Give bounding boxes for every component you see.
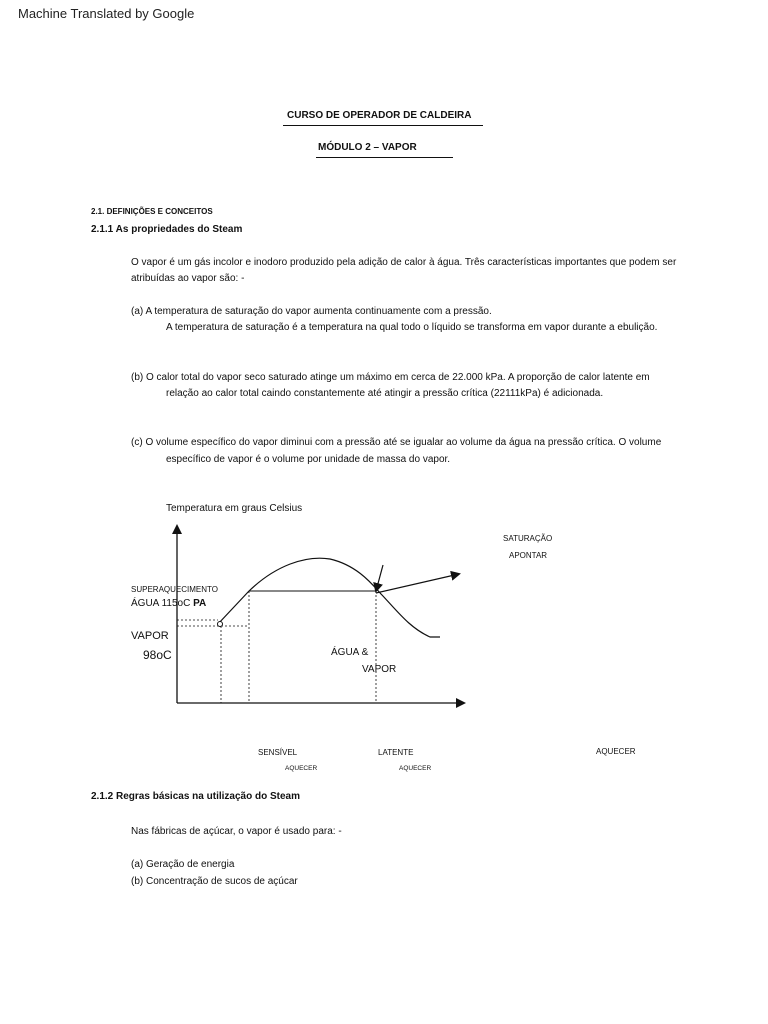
heat-label: AQUECER xyxy=(596,747,636,756)
use-item-b: (b) Concentração de sucos de açúcar xyxy=(131,876,298,887)
section-heading: 2.1. DEFINIÇÕES E CONCEITOS xyxy=(91,207,213,216)
water-vapor-label-2: VAPOR xyxy=(362,664,397,675)
module-title: MÓDULO 2 – VAPOR xyxy=(318,142,417,153)
uses-intro: Nas fábricas de açúcar, o vapor é usado para: - xyxy=(131,826,342,837)
intro-paragraph: O vapor é um gás incolor e inodoro produzido pela adição de calor à água. Três características importantes que podem ser atribuídas ao vapor são: - xyxy=(131,257,677,284)
saturation-label-2: APONTAR xyxy=(509,551,548,560)
item-b-line1: (b) O calor total do vapor seco saturado atinge um máximo em cerca de 22.000 kPa. A proporção de calor latente em xyxy=(131,372,650,383)
course-title: CURSO DE OPERADOR DE CALDEIRA xyxy=(287,110,472,121)
saturation-pointer xyxy=(376,565,383,591)
item-a-line2: A temperatura de saturação é a temperatura na qual todo o líquido se transforma em vapor durante a ebulição. xyxy=(166,322,658,333)
latent-label: LATENTE xyxy=(378,748,414,757)
vapor-temp-label: 98oC xyxy=(143,648,172,662)
item-c-line1: (c) O volume específico do vapor diminui com a pressão até se igualar ao volume da água na pressão crítica. O volume xyxy=(131,437,662,448)
vapor-label: VAPOR xyxy=(131,630,169,642)
item-b-line2: relação ao calor total caindo constantemente até atingir a pressão crítica (22111kPa) é adicionada. xyxy=(166,388,604,399)
sensible-sub-label: AQUECER xyxy=(285,765,318,772)
water-pa-text: PA xyxy=(193,598,207,609)
water-temp-label xyxy=(131,598,206,609)
y-axis-label: Temperatura em graus Celsius xyxy=(166,503,303,514)
water-temp-text: ÁGUA 115oC xyxy=(131,598,191,609)
saturation-label: SATURAÇÃO xyxy=(503,534,553,543)
use-item-a: (a) Geração de energia xyxy=(131,859,235,870)
water-vapor-label: ÁGUA & xyxy=(331,647,369,658)
saturation-curve xyxy=(218,558,440,637)
translation-banner: Machine Translated by Google xyxy=(18,6,195,21)
sensible-label: SENSÍVEL xyxy=(258,748,298,757)
item-a-line1: (a) A temperatura de saturação do vapor aumenta continuamente com a pressão. xyxy=(131,306,492,317)
item-c-line2: específico de vapor é o volume por unidade de massa do vapor. xyxy=(166,454,451,465)
saturation-arrow xyxy=(376,574,459,593)
subsection-heading: 2.1.1 As propriedades do Steam xyxy=(91,224,243,235)
superheat-label: SUPERAQUECIMENTO xyxy=(131,585,218,594)
section-2-1-2-heading: 2.1.2 Regras básicas na utilização do Steam xyxy=(91,791,300,802)
latent-sub-label: AQUECER xyxy=(399,765,432,772)
start-point xyxy=(218,622,223,627)
